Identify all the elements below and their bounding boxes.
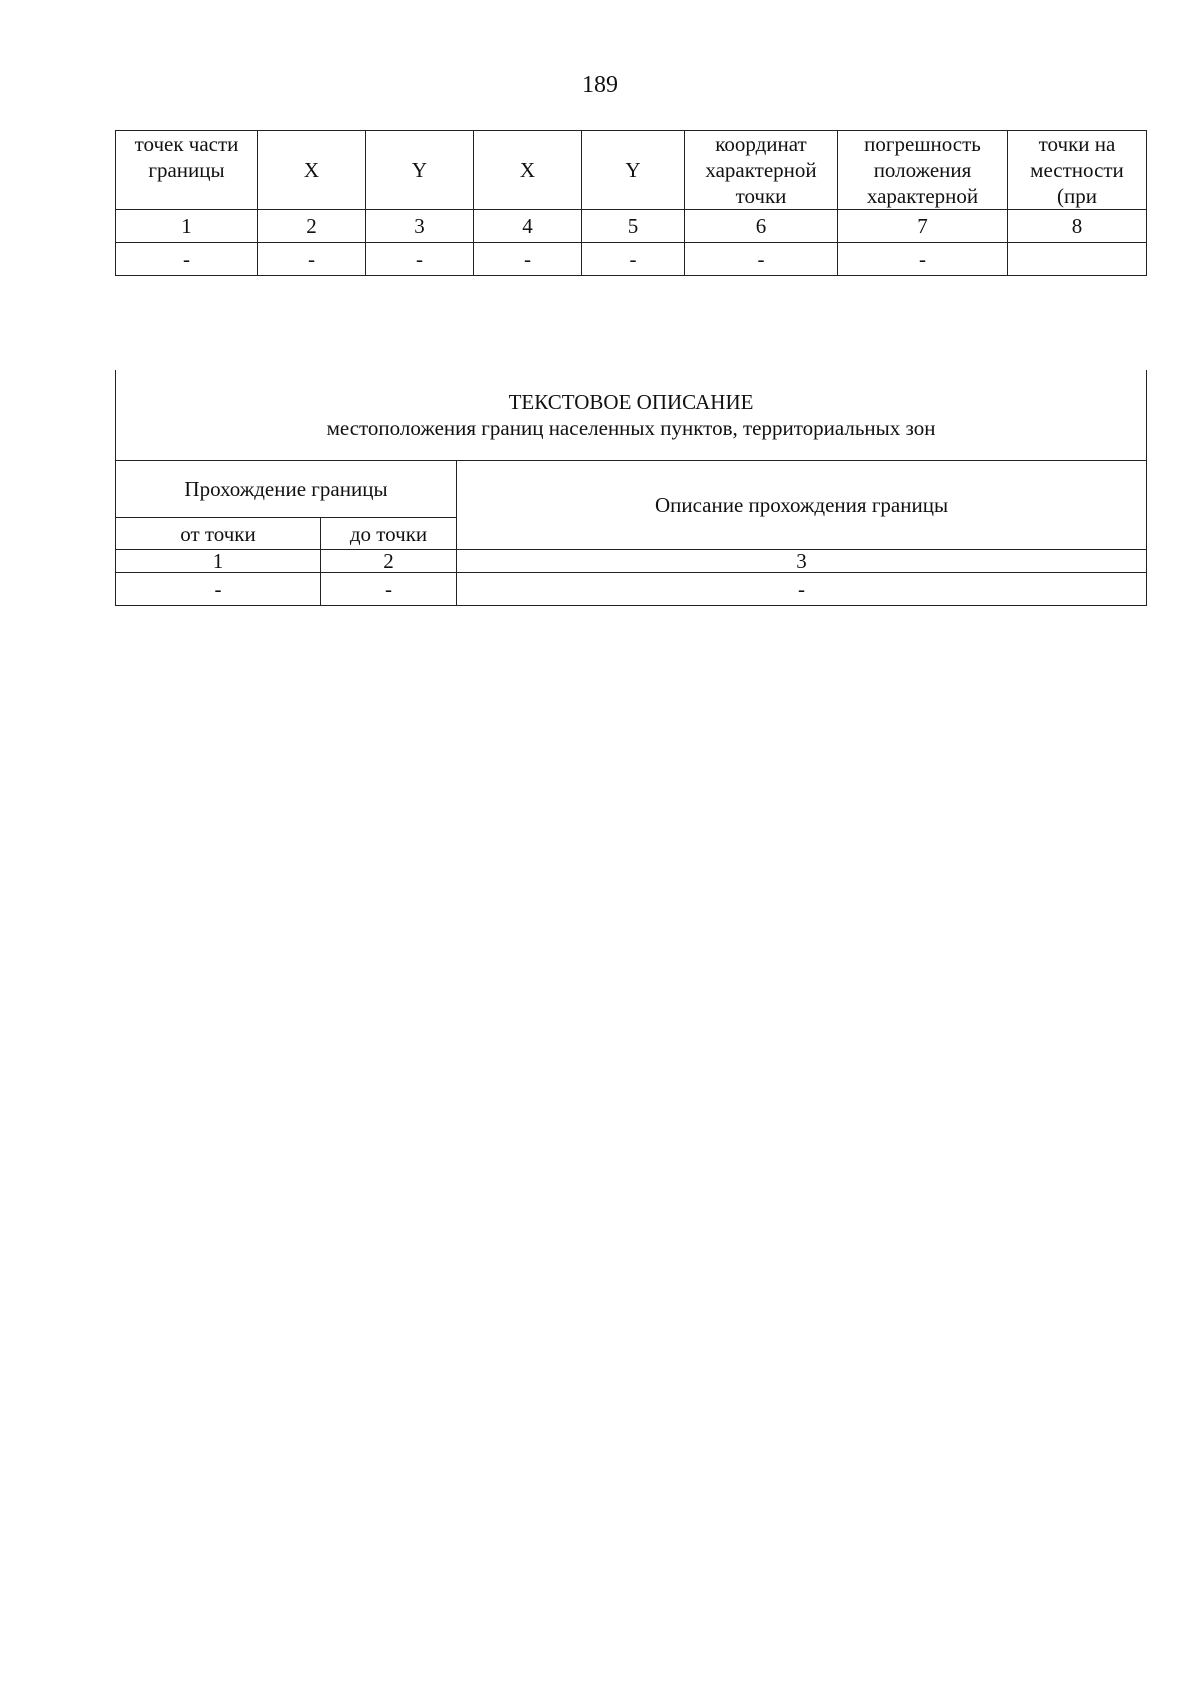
header-cell-x-2: X <box>474 131 582 210</box>
table-row <box>116 550 1147 573</box>
header-cell-from-point: от точки <box>116 518 321 550</box>
number-cell: 1 <box>116 550 321 573</box>
description-subtitle: местоположения границ населенных пунктов, территориальных зон <box>326 416 936 440</box>
value-cell: - <box>116 243 258 276</box>
number-cell: 1 <box>116 210 258 243</box>
header-cell-y-1: Y <box>366 131 474 210</box>
header-cell-part-points: точек части границы <box>116 131 258 210</box>
header-cell-y-2: Y <box>582 131 685 210</box>
value-cell: - <box>258 243 366 276</box>
number-cell: 3 <box>457 550 1147 573</box>
value-cell: - <box>321 573 457 606</box>
header-cell-coordinates: координат характерной точки <box>685 131 838 210</box>
value-cell: - <box>474 243 582 276</box>
value-cell: - <box>838 243 1008 276</box>
value-cell: - <box>366 243 474 276</box>
boundary-description-table <box>115 370 1147 606</box>
table-row <box>116 243 1147 276</box>
number-cell: 5 <box>582 210 685 243</box>
coordinates-table <box>115 130 1147 276</box>
table-header-row <box>116 131 1147 210</box>
header-cell-error: погрешность положения характерной <box>838 131 1008 210</box>
table-row <box>116 210 1147 243</box>
number-cell: 3 <box>366 210 474 243</box>
number-cell: 4 <box>474 210 582 243</box>
table-row <box>116 573 1147 606</box>
page-number: 189 <box>582 72 618 98</box>
header-cell-to-point: до точки <box>321 518 457 550</box>
number-cell: 2 <box>258 210 366 243</box>
number-cell: 6 <box>685 210 838 243</box>
description-title: ТЕКСТОВОЕ ОПИСАНИЕ <box>508 390 754 414</box>
value-cell <box>1008 243 1147 276</box>
header-cell-description: Описание прохождения границы <box>457 461 1147 550</box>
header-cell-passage: Прохождение границы <box>116 461 457 518</box>
value-cell: - <box>457 573 1147 606</box>
value-cell: - <box>582 243 685 276</box>
description-caption <box>116 370 1147 461</box>
table-header-row <box>116 461 1147 518</box>
number-cell: 2 <box>321 550 457 573</box>
value-cell: - <box>116 573 321 606</box>
number-cell: 8 <box>1008 210 1147 243</box>
header-cell-x-1: X <box>258 131 366 210</box>
caption-row <box>116 370 1147 461</box>
number-cell: 7 <box>838 210 1008 243</box>
value-cell: - <box>685 243 838 276</box>
header-cell-terrain-points: точки на местности (при <box>1008 131 1147 210</box>
